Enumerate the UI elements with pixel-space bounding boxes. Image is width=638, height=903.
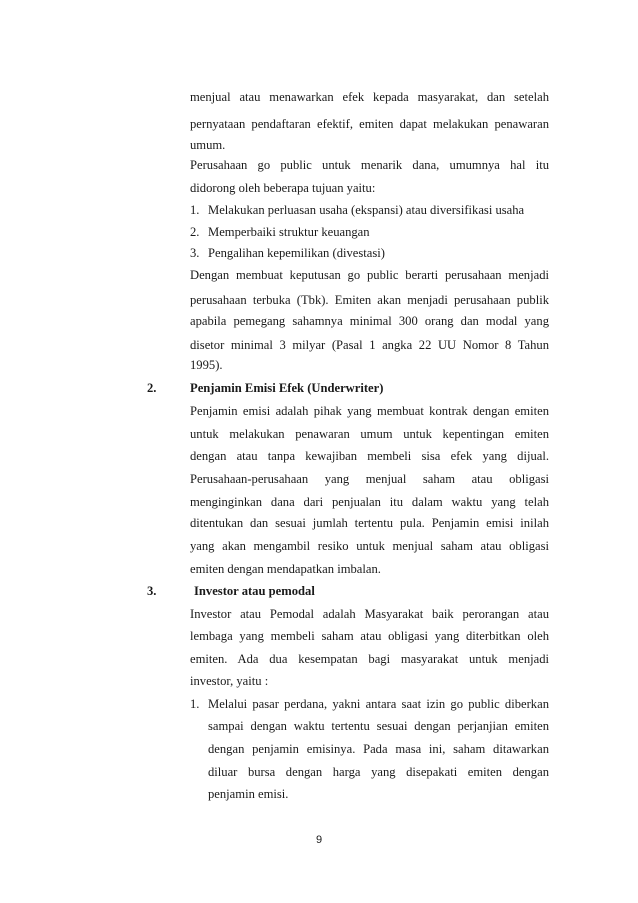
list-number: 1. (190, 203, 200, 217)
body-line: investor, yaitu : (190, 674, 269, 688)
body-line: Investor atau Pemodal adalah Masyarakat baik perorangan atau (190, 607, 549, 621)
body-line: Penjamin emisi adalah pihak yang membuat kontrak dengan emiten (190, 404, 549, 418)
section-number: 2. (147, 381, 157, 395)
list-item-line: penjamin emisi. (208, 787, 289, 801)
list-item: Melakukan perluasan usaha (ekspansi) atau diversifikasi usaha (208, 203, 525, 217)
body-line: menjual atau menawarkan efek kepada masyarakat, dan setelah (190, 90, 549, 104)
list-item-line: Melalui pasar perdana, yakni antara saat izin go public diberkan (208, 697, 549, 711)
body-line: emiten dengan mendapatkan imbalan. (190, 562, 381, 576)
body-line: perusahaan terbuka (Tbk). Emiten akan menjadi perusahaan publik (190, 293, 549, 307)
body-line: dengan atau tanpa kewajiban membeli sisa efek yang dijual. (190, 449, 549, 463)
body-line: untuk melakukan penawaran umum untuk kepentingan emiten (190, 427, 549, 441)
body-line: lembaga yang membeli saham atau obligasi yang diterbitkan oleh (190, 629, 549, 643)
body-line: 1995). (190, 358, 223, 372)
body-line: pernyataan pendaftaran efektif, emiten dapat melakukan penawaran (190, 117, 549, 131)
body-line: emiten. Ada dua kesempatan bagi masyarakat untuk menjadi (190, 652, 549, 666)
body-line: menginginkan dana dari penjualan itu dalam waktu yang telah (190, 495, 549, 509)
body-line: apabila pemegang sahamnya minimal 300 orang dan modal yang (190, 314, 549, 328)
body-line: Perusahaan-perusahaan yang menjual saham atau obligasi (190, 472, 549, 486)
list-number: 2. (190, 225, 200, 239)
section-heading: Investor atau pemodal (194, 584, 315, 598)
page-number: 9 (315, 834, 323, 846)
list-item-line: dengan penjamin emisinya. Pada masa ini, saham ditawarkan (208, 742, 549, 756)
body-line: Perusahaan go public untuk menarik dana, umumnya hal itu (190, 158, 549, 172)
list-item: Memperbaiki struktur keuangan (208, 225, 370, 239)
body-line: ditentukan dan sesuai jumlah tertentu pula. Penjamin emisi inilah (190, 516, 549, 530)
list-item: Pengalihan kepemilikan (divestasi) (208, 246, 385, 260)
section-heading: Penjamin Emisi Efek (Underwriter) (190, 381, 384, 395)
list-item-line: sampai dengan waktu tertentu sesuai dengan perjanjian emiten (208, 719, 549, 733)
body-line: didorong oleh beberapa tujuan yaitu: (190, 181, 376, 195)
section-number: 3. (147, 584, 157, 598)
body-line: Dengan membuat keputusan go public berarti perusahaan menjadi (190, 268, 549, 282)
body-line: disetor minimal 3 milyar (Pasal 1 angka 22 UU Nomor 8 Tahun (190, 338, 549, 352)
list-number: 3. (190, 246, 200, 260)
list-number: 1. (190, 697, 200, 711)
body-line: umum. (190, 138, 226, 152)
body-line: yang akan mengambil resiko untuk menjual saham atau obligasi (190, 539, 549, 553)
list-item-line: diluar bursa dengan harga yang disepakati emiten dengan (208, 765, 549, 779)
